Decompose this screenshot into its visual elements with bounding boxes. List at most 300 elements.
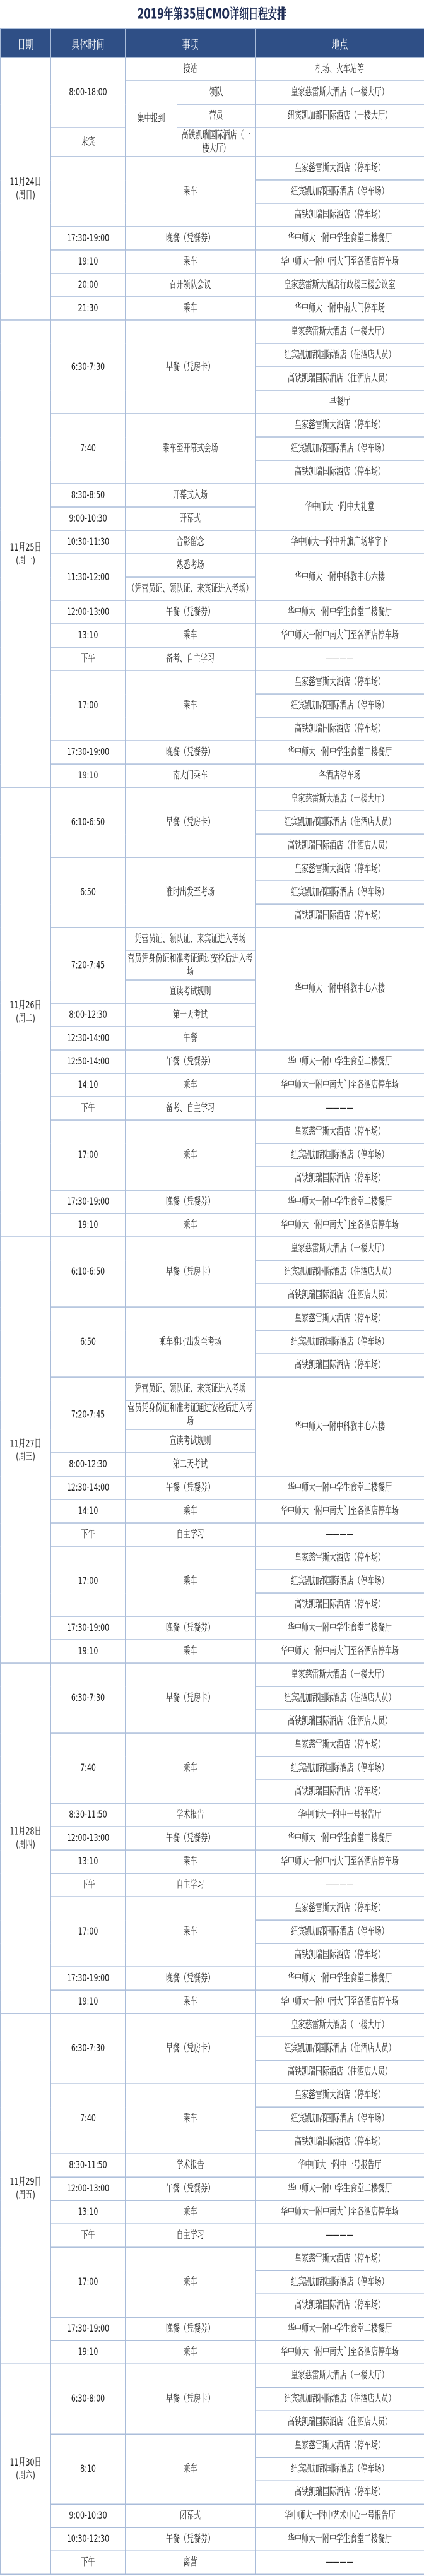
event-cell: 自主学习 xyxy=(126,2224,256,2247)
table-row xyxy=(1,2504,424,2527)
location-cell: 华中师大一附中南大门至各酒店停车场 xyxy=(256,2340,424,2364)
location-cell: 高铁凯瑞国际酒店（住酒店人员） xyxy=(256,834,424,857)
event-cell: 乘车 xyxy=(126,2340,256,2364)
time-cell: 8:30-11:50 xyxy=(51,1803,126,1827)
table-row xyxy=(1,741,424,764)
location-cell: 纽宾凯加都国际酒店（住酒店人员） xyxy=(256,2037,424,2060)
day-date: 11月26日 xyxy=(9,999,42,1011)
event-cell: 晚餐（凭餐券） xyxy=(126,2317,256,2340)
location-cell: 华中师大一附中科教中心六楼 xyxy=(256,1377,424,1476)
event-cell: 早餐（凭房卡） xyxy=(126,787,256,857)
table-row xyxy=(1,273,424,297)
event-cell: 乘车 xyxy=(126,671,256,741)
event-cell: 乘车至开幕式会场 xyxy=(126,414,256,484)
event-cell: 乘车准时出发至考场 xyxy=(126,1307,256,1377)
table-row xyxy=(1,1663,424,1686)
day-date-cell xyxy=(1,2013,51,2364)
time-cell: 17:30-19:00 xyxy=(51,1190,126,1213)
event-cell: 集中报到 xyxy=(126,81,177,157)
time-cell: 8:00-18:00 xyxy=(51,57,126,128)
time-cell: 12:00-13:00 xyxy=(51,600,126,624)
time-cell: 19:10 xyxy=(51,250,126,273)
day-date-cell xyxy=(1,1237,51,1663)
table-row xyxy=(1,1897,424,1920)
location-cell: 高铁凯瑞国际酒店（住酒店人员） xyxy=(256,1710,424,1733)
time-cell: 下午 xyxy=(51,2224,126,2247)
location-cell: 华中师大一附中学生食堂二楼餐厅 xyxy=(256,1967,424,1990)
time-cell xyxy=(51,157,126,227)
location-cell: 皇家慈雷斯大酒店（停车场） xyxy=(256,157,424,180)
location-cell: 高铁凯瑞国际酒店（停车场） xyxy=(256,1167,424,1190)
event-cell: 晚餐（凭餐券） xyxy=(126,741,256,764)
time-cell: 17:30-19:00 xyxy=(51,227,126,250)
table-row xyxy=(1,764,424,787)
table-row xyxy=(1,1967,424,1990)
location-cell: 华中师大一附中大礼堂 xyxy=(256,484,424,530)
location-cell: 华中师大一附中学生食堂二楼餐厅 xyxy=(256,1190,424,1213)
location-cell: 纽宾凯加都国际酒店（停车场） xyxy=(256,1920,424,1943)
location-cell: ———— xyxy=(256,1097,424,1120)
location-cell: 高铁凯瑞国际酒店（住酒店人员） xyxy=(256,1284,424,1307)
location-cell: 高铁凯瑞国际酒店（停车场） xyxy=(256,1593,424,1616)
location-cell: ———— xyxy=(256,2224,424,2247)
table-row xyxy=(1,1190,424,1213)
table-row xyxy=(1,414,424,437)
table-row xyxy=(1,1073,424,1097)
location-cell: 华中师大一附中学生食堂二楼餐厅 xyxy=(256,600,424,624)
event-cell: 宣读考试规则 xyxy=(126,980,256,1003)
event-cell: 开幕式入场 xyxy=(126,484,256,507)
table-row xyxy=(1,787,424,811)
location-cell: 华中师大一附中学生食堂二楼餐厅 xyxy=(256,741,424,764)
location-cell: 高铁凯瑞国际酒店（停车场） xyxy=(256,460,424,484)
time-cell: 17:00 xyxy=(51,671,126,741)
event-cell: 乘车 xyxy=(126,1213,256,1237)
table-row xyxy=(1,647,424,671)
header-time: 具体时间 xyxy=(51,28,126,57)
event-cell: 开幕式 xyxy=(126,507,256,530)
day-date: 11月25日 xyxy=(9,540,42,553)
time-cell: 21:30 xyxy=(51,297,126,320)
day-date: 11月27日 xyxy=(9,1436,42,1450)
time-cell: 8:30-8:50 xyxy=(51,484,126,507)
location-cell: 华中师大一附中一号报告厅 xyxy=(256,2154,424,2177)
location-cell: 高铁凯瑞国际酒店（停车场） xyxy=(256,2130,424,2154)
event-cell: 乘车 xyxy=(126,1733,256,1803)
time-cell: 下午 xyxy=(51,2551,126,2574)
location-cell: 皇家慈雷斯大酒店（停车场） xyxy=(256,2247,424,2270)
day-weekday: (周三) xyxy=(16,1450,35,1462)
event-cell: 午餐（凭餐券） xyxy=(126,2177,256,2200)
event-cell: 第二天考试 xyxy=(126,1453,256,1476)
event-cell: 第一天考试 xyxy=(126,1003,256,1027)
event-cell: 营员凭身份证和准考证通过安检后进入考场 xyxy=(126,1400,256,1429)
time-cell: 9:00-10:30 xyxy=(51,507,126,530)
location-cell: 纽宾凯加都国际酒店（停车场） xyxy=(256,1143,424,1167)
location-cell: ———— xyxy=(256,1873,424,1897)
time-cell: 8:10 xyxy=(51,2434,126,2504)
location-cell: 高铁凯瑞国际酒店（一楼大厅） xyxy=(177,128,256,157)
table-row xyxy=(1,1850,424,1873)
schedule-body xyxy=(1,57,424,2574)
table-row xyxy=(1,1120,424,1143)
table-row xyxy=(1,1050,424,1073)
table-row xyxy=(1,1377,424,1400)
location-cell: 皇家慈雷斯大酒店（停车场） xyxy=(256,2434,424,2457)
schedule-table xyxy=(0,28,424,2575)
table-row xyxy=(1,2317,424,2340)
time-cell: 12:50-14:00 xyxy=(51,1050,126,1073)
location-cell: 皇家慈雷斯大酒店（停车场） xyxy=(256,1897,424,1920)
table-row xyxy=(1,1873,424,1897)
location-cell: 华中师大一附中科教中心六楼 xyxy=(256,927,424,1050)
event-cell: 午餐（凭餐券） xyxy=(126,600,256,624)
event-cell: 乘车 xyxy=(126,2247,256,2317)
day-date: 11月24日 xyxy=(9,176,42,188)
location-cell: 华中师大一附中南大门至各酒店停车场 xyxy=(256,250,424,273)
location-cell: 华中师大一附中科教中心六楼 xyxy=(256,554,424,600)
time-cell: 13:10 xyxy=(51,2200,126,2224)
event-cell: 熟悉考场 xyxy=(126,554,256,577)
day-date: 11月29日 xyxy=(9,2175,42,2188)
event-cell: 南大门乘车 xyxy=(126,764,256,787)
location-cell: 纽宾凯加都国际酒店（停车场） xyxy=(256,694,424,717)
location-cell: 华中师大一附中南大门至各酒店停车场 xyxy=(256,1850,424,1873)
table-row xyxy=(1,2224,424,2247)
event-cell: 晚餐（凭餐券） xyxy=(126,1616,256,1640)
location-cell: 纽宾凯加都国际酒店（停车场） xyxy=(256,2457,424,2481)
location-cell: 高铁凯瑞国际酒店（停车场） xyxy=(256,1943,424,1967)
time-cell: 8:00-12:30 xyxy=(51,1453,126,1476)
location-cell: 华中师大一附中南大门至各酒店停车场 xyxy=(256,1213,424,1237)
header-row xyxy=(1,28,424,57)
table-row xyxy=(1,600,424,624)
event-cell: 乘车 xyxy=(126,1897,256,1967)
location-cell: 华中师大一附中南大门至各酒店停车场 xyxy=(256,1640,424,1663)
day-date-cell xyxy=(1,57,51,320)
table-row xyxy=(1,2013,424,2037)
event-cell: 乘车 xyxy=(126,2200,256,2224)
event-cell: 营员凭身份证和准考证通过安检后进入考场 xyxy=(126,951,256,980)
event-cell: 晚餐（凭餐券） xyxy=(126,227,256,250)
location-cell: 纽宾凯加都国际酒店（住酒店人员） xyxy=(256,343,424,367)
time-cell: 17:00 xyxy=(51,1546,126,1616)
event-cell: 乘车 xyxy=(126,624,256,647)
event-cell: 乘车 xyxy=(126,1640,256,1663)
location-cell: 华中师大一附中南大门至各酒店停车场 xyxy=(256,1990,424,2013)
location-cell: 皇家慈雷斯大酒店行政楼三楼会议室 xyxy=(256,273,424,297)
day-weekday: (周六) xyxy=(16,2469,35,2481)
time-cell: 11:30-12:00 xyxy=(51,554,126,600)
event-cell: 自主学习 xyxy=(126,1873,256,1897)
table-row xyxy=(1,1500,424,1523)
time-cell: 12:30-14:00 xyxy=(51,1027,126,1050)
location-cell: 华中师大一附中一号报告厅 xyxy=(256,1803,424,1827)
location-cell: 皇家慈雷斯大酒店（一楼大厅） xyxy=(256,787,424,811)
location-cell: 皇家慈雷斯大酒店（一楼大厅） xyxy=(256,320,424,343)
participant-cell: 来宾 xyxy=(51,128,126,157)
event-cell: 准时出发至考场 xyxy=(126,857,256,927)
time-cell: 17:30-19:00 xyxy=(51,1967,126,1990)
location-cell: 高铁凯瑞国际酒店（住酒店人员） xyxy=(256,2060,424,2084)
event-cell: 乘车 xyxy=(126,250,256,273)
time-cell: 6:10-6:50 xyxy=(51,1237,126,1307)
time-cell: 19:10 xyxy=(51,1990,126,2013)
time-cell: 6:30-7:30 xyxy=(51,1663,126,1733)
location-cell: 皇家慈雷斯大酒店（一楼大厅） xyxy=(256,1237,424,1260)
table-row xyxy=(1,128,424,157)
location-cell: 华中师大一附中学生食堂二楼餐厅 xyxy=(256,227,424,250)
event-cell: 乘车 xyxy=(126,297,256,320)
table-row xyxy=(1,1307,424,1330)
time-cell: 下午 xyxy=(51,1523,126,1546)
event-cell: 接站 xyxy=(126,57,256,81)
location-cell: 纽宾凯加都国际酒店（停车场） xyxy=(256,180,424,203)
day-weekday: (周五) xyxy=(16,2188,35,2201)
location-cell: 华中师大一附中南大门至各酒店停车场 xyxy=(256,1500,424,1523)
location-cell: ———— xyxy=(256,1523,424,1546)
time-cell: 8:30-11:50 xyxy=(51,2154,126,2177)
location-cell: 纽宾凯加都国际酒店（停车场） xyxy=(256,2270,424,2294)
location-cell: 纽宾凯加都国际酒店（住酒店人员） xyxy=(256,1260,424,1284)
location-cell: 皇家慈雷斯大酒店（停车场） xyxy=(256,1733,424,1756)
table-row xyxy=(1,227,424,250)
table-row xyxy=(1,1523,424,1546)
table-row xyxy=(1,671,424,694)
table-row xyxy=(1,2434,424,2457)
event-cell: 乘车 xyxy=(126,1850,256,1873)
location-cell: 皇家慈雷斯大酒店（一楼大厅） xyxy=(256,1663,424,1686)
location-cell: 皇家慈雷斯大酒店（停车场） xyxy=(256,1307,424,1330)
time-cell: 8:00-12:30 xyxy=(51,1003,126,1027)
location-cell: 华中师大一附中学生食堂二楼餐厅 xyxy=(256,2177,424,2200)
event-cell: 早餐（凭房卡） xyxy=(126,2364,256,2434)
time-cell: 下午 xyxy=(51,647,126,671)
time-cell: 12:00-13:00 xyxy=(51,2177,126,2200)
event-cell: 凭营员证、领队证、来宾证进入考场 xyxy=(126,1377,256,1400)
location-cell: 皇家慈雷斯大酒店（停车场） xyxy=(256,2084,424,2107)
event-cell: 早餐（凭房卡） xyxy=(126,1237,256,1307)
time-cell: 7:40 xyxy=(51,1733,126,1803)
table-row xyxy=(1,2340,424,2364)
location-cell: ———— xyxy=(256,2551,424,2574)
location-cell: 纽宾凯加都国际酒店（停车场） xyxy=(256,881,424,904)
event-cell: 乘车 xyxy=(126,1546,256,1616)
location-cell: 华中师大一附中学生食堂二楼餐厅 xyxy=(256,2527,424,2551)
location-cell: 华中师大一附中学生食堂二楼餐厅 xyxy=(256,1827,424,1850)
event-cell: 乘车 xyxy=(126,1500,256,1523)
time-cell: 20:00 xyxy=(51,273,126,297)
time-cell: 13:10 xyxy=(51,624,126,647)
table-row xyxy=(1,2084,424,2107)
table-row xyxy=(1,1733,424,1756)
location-cell: 华中师大一附中南大门至各酒店停车场 xyxy=(256,1073,424,1097)
header-event: 事项 xyxy=(126,28,256,57)
table-row xyxy=(1,1097,424,1120)
location-cell: 高铁凯瑞国际酒店（停车场） xyxy=(256,2294,424,2317)
location-cell: 纽宾凯加都国际酒店（停车场） xyxy=(256,1756,424,1780)
table-row xyxy=(1,2177,424,2200)
location-cell: 纽宾凯加都国际酒店（停车场） xyxy=(256,437,424,460)
location-cell: 纽宾凯加都国际酒店（住酒店人员） xyxy=(256,1686,424,1710)
table-row xyxy=(1,484,424,507)
time-cell: 14:10 xyxy=(51,1500,126,1523)
table-row xyxy=(1,857,424,881)
location-cell: 高铁凯瑞国际酒店（住酒店人员） xyxy=(256,367,424,390)
location-cell: 华中师大一附中学生食堂二楼餐厅 xyxy=(256,1616,424,1640)
event-cell: 学术报告 xyxy=(126,1803,256,1827)
time-cell: 12:30-14:00 xyxy=(51,1476,126,1500)
time-cell: 17:00 xyxy=(51,2247,126,2317)
location-cell: 华中师大一附中南大门至各酒店停车场 xyxy=(256,624,424,647)
table-row xyxy=(1,530,424,554)
table-row xyxy=(1,2527,424,2551)
day-date-cell xyxy=(1,320,51,787)
location-cell: 机场、火车站等 xyxy=(256,57,424,81)
location-cell: 皇家慈雷斯大酒店（一楼大厅） xyxy=(256,2013,424,2037)
location-cell: 纽宾凯加都国际酒店（停车场） xyxy=(256,1330,424,1354)
event-cell: 早餐（凭房卡） xyxy=(126,2013,256,2084)
header-location: 地点 xyxy=(256,28,424,57)
location-cell: 皇家慈雷斯大酒店（停车场） xyxy=(256,414,424,437)
location-cell: 华中师大一附中南大门停车场 xyxy=(256,297,424,320)
time-cell: 7:20-7:45 xyxy=(51,927,126,1003)
time-cell: 6:50 xyxy=(51,857,126,927)
time-cell: 6:30-7:30 xyxy=(51,2013,126,2084)
location-cell: 纽宾凯加都国际酒店（停车场） xyxy=(256,1570,424,1593)
day-weekday: (周四) xyxy=(16,1838,35,1851)
table-row xyxy=(1,624,424,647)
event-cell: 午餐（凭餐券） xyxy=(126,1050,256,1073)
event-cell: 午餐（凭餐券） xyxy=(126,2527,256,2551)
event-cell: 闭幕式 xyxy=(126,2504,256,2527)
table-row xyxy=(1,1237,424,1260)
table-row xyxy=(1,1476,424,1500)
location-cell: 高铁凯瑞国际酒店（停车场） xyxy=(256,717,424,741)
table-row xyxy=(1,927,424,951)
time-cell: 7:40 xyxy=(51,2084,126,2154)
table-row xyxy=(1,250,424,273)
time-cell: 下午 xyxy=(51,1097,126,1120)
location-cell: 早餐厅 xyxy=(256,390,424,414)
location-cell: 高铁凯瑞国际酒店（停车场） xyxy=(256,1354,424,1377)
day-weekday: (周二) xyxy=(16,1012,35,1025)
time-cell: 19:10 xyxy=(51,1640,126,1663)
time-cell: 7:20-7:45 xyxy=(51,1377,126,1453)
location-cell: 皇家慈雷斯大酒店（停车场） xyxy=(256,857,424,881)
day-date-cell xyxy=(1,787,51,1237)
location-cell: 纽宾凯加都国际酒店（住酒店人员） xyxy=(256,811,424,834)
event-cell: 备考、自主学习 xyxy=(126,647,256,671)
table-row xyxy=(1,2154,424,2177)
location-cell: 皇家慈雷斯大酒店（停车场） xyxy=(256,671,424,694)
table-row xyxy=(1,1990,424,2013)
location-cell: ———— xyxy=(256,647,424,671)
event-cell: 晚餐（凭餐券） xyxy=(126,1190,256,1213)
event-cell: 召开领队会议 xyxy=(126,273,256,297)
location-cell: 高铁凯瑞国际酒店（停车场） xyxy=(256,1780,424,1803)
location-cell: 纽宾凯加都国际酒店（停车场） xyxy=(256,2107,424,2130)
event-cell: 凭营员证、领队证、来宾证进入考场 xyxy=(126,927,256,951)
participant-cell: 领队 xyxy=(177,81,256,104)
time-cell: 17:30-19:00 xyxy=(51,2317,126,2340)
table-row xyxy=(1,1616,424,1640)
time-cell: 10:30-12:30 xyxy=(51,2527,126,2551)
time-cell: 6:10-6:50 xyxy=(51,787,126,857)
location-cell: 高铁凯瑞国际酒店（住酒店人员） xyxy=(256,2411,424,2434)
time-cell: 17:30-19:00 xyxy=(51,1616,126,1640)
time-cell: 7:40 xyxy=(51,414,126,484)
location-cell: 华中师大一附中学生食堂二楼餐厅 xyxy=(256,2317,424,2340)
table-row xyxy=(1,1546,424,1570)
day-weekday: (周一) xyxy=(16,554,35,566)
time-cell: 19:10 xyxy=(51,764,126,787)
location-cell: 华中师大一附中学生食堂二楼餐厅 xyxy=(256,1476,424,1500)
event-cell: 自主学习 xyxy=(126,1523,256,1546)
event-cell: 早餐（凭房卡） xyxy=(126,320,256,414)
table-row xyxy=(1,2247,424,2270)
event-cell: 午餐（凭餐券） xyxy=(126,1827,256,1850)
location-cell: 皇家慈雷斯大酒店（一楼大厅） xyxy=(256,81,424,104)
table-row xyxy=(1,1827,424,1850)
table-row xyxy=(1,57,424,81)
table-row xyxy=(1,297,424,320)
time-cell: 下午 xyxy=(51,1873,126,1897)
time-cell: 17:00 xyxy=(51,1120,126,1190)
event-cell: 早餐（凭房卡） xyxy=(126,1663,256,1733)
event-cell: 午餐 xyxy=(126,1027,256,1050)
table-row xyxy=(1,1213,424,1237)
event-cell: 离营 xyxy=(126,2551,256,2574)
day-date-cell xyxy=(1,2364,51,2574)
participant-cell: 营员 xyxy=(177,104,256,128)
time-cell: 9:00-10:30 xyxy=(51,2504,126,2527)
table-row xyxy=(1,2364,424,2387)
event-cell: 乘车 xyxy=(126,2434,256,2504)
location-cell: 高铁凯瑞国际酒店（停车场） xyxy=(256,904,424,927)
time-cell: 17:30-19:00 xyxy=(51,741,126,764)
event-cell: 宣读考试规则 xyxy=(126,1429,256,1453)
time-cell: 19:10 xyxy=(51,2340,126,2364)
table-row xyxy=(1,1640,424,1663)
location-cell: 华中师大一附中学生食堂二楼餐厅 xyxy=(256,1050,424,1073)
location-cell: 皇家慈雷斯大酒店（一楼大厅） xyxy=(256,2364,424,2387)
location-cell: 高铁凯瑞国际酒店（停车场） xyxy=(256,2481,424,2504)
time-cell: 6:30-8:00 xyxy=(51,2364,126,2434)
time-cell: 19:10 xyxy=(51,1213,126,1237)
table-row xyxy=(1,554,424,577)
location-cell: 各酒店停车场 xyxy=(256,764,424,787)
location-cell: 华中师大一附中艺术中心一号报告厅 xyxy=(256,2504,424,2527)
table-row xyxy=(1,157,424,180)
day-date: 11月28日 xyxy=(9,1825,42,1838)
table-row xyxy=(1,2200,424,2224)
event-cell: 乘车 xyxy=(126,1073,256,1097)
header-date: 日期 xyxy=(1,28,51,57)
event-cell: （凭营员证、领队证、来宾证进入考场） xyxy=(126,577,256,600)
time-cell: 14:10 xyxy=(51,1073,126,1097)
table-row xyxy=(1,1803,424,1827)
page-title: 2019年第35届CMO详细日程安排 xyxy=(0,0,424,28)
table-row xyxy=(1,320,424,343)
time-cell: 10:30-11:30 xyxy=(51,530,126,554)
event-cell: 备考、自主学习 xyxy=(126,1097,256,1120)
day-date-cell xyxy=(1,1663,51,2013)
event-cell: 合影留念 xyxy=(126,530,256,554)
location-cell: 纽宾凯加都国际酒店（住酒店人员） xyxy=(256,2387,424,2411)
event-cell: 乘车 xyxy=(126,1990,256,2013)
event-cell: 乘车 xyxy=(126,1120,256,1190)
